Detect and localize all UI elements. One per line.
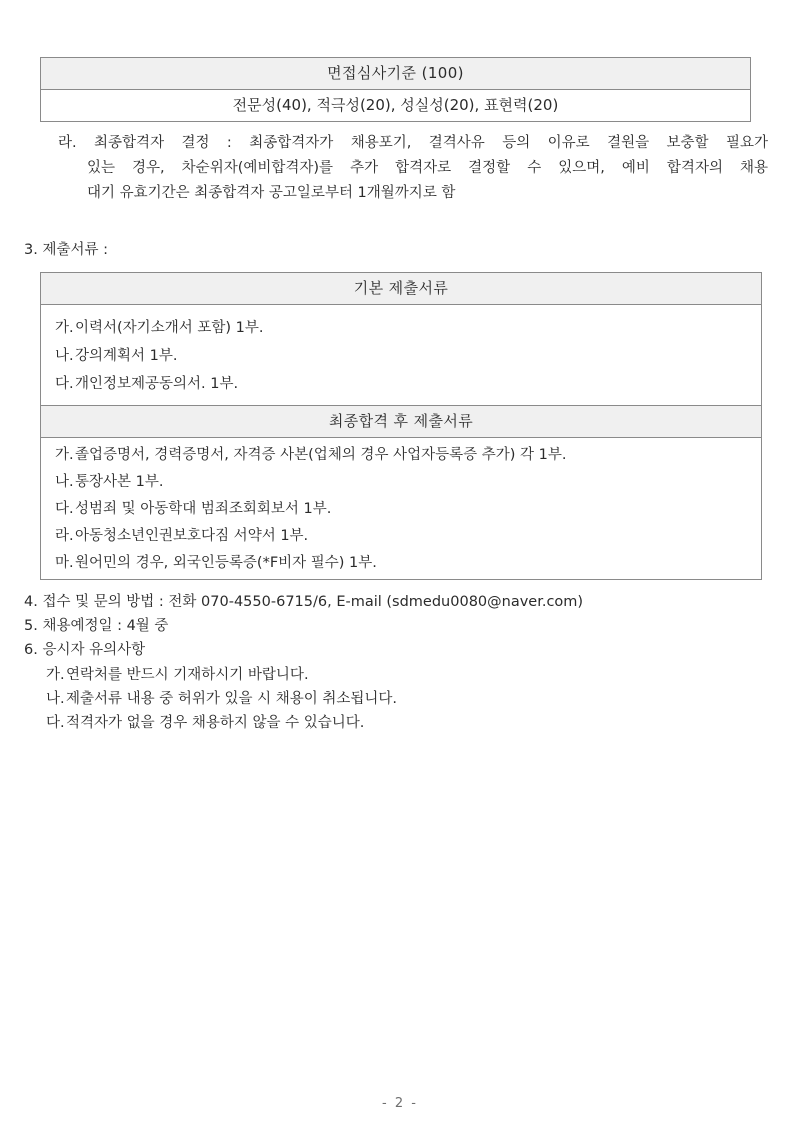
final-documents-list [41,442,761,577]
list-item [41,370,761,398]
section-4-contact: 4. 접수 및 문의 방법 : 전화 070-4550-6715/6, E-mail (sdmedu0080@naver.com) [24,594,584,610]
list-item [41,550,761,577]
list-item-marker: 나. [55,474,74,490]
list-item-text: 이력서(자기소개서 포함) 1부. [75,320,264,336]
list-item-text: 원어민의 경우, 외국인등록증(*F비자 필수) 1부. [75,555,377,571]
table-row [41,58,751,90]
criteria-table-value: 전문성(40), 적극성(20), 성실성(20), 표현력(20) [41,90,751,122]
list-item-marker: 가. [55,320,74,336]
note-text: 제출서류 내용 중 허위가 있을 시 채용이 취소됩니다. [66,691,398,707]
interview-criteria-table [40,57,751,122]
table-row [41,438,762,580]
list-item [41,496,761,523]
basic-documents-header: 기본 제출서류 [41,273,762,305]
note-marker: 다. [46,715,65,731]
note-marker: 나. [46,691,65,707]
list-item-text: 강의계획서 1부. [75,348,178,364]
clause-ra-line-1: 라. 최종합격자 결정 : 최종합격자가 채용포기, 결격사유 등의 이유로 결원을 보충할 필요가 [58,135,768,151]
basic-documents-cell [41,305,762,406]
clause-ra-paragraph [58,131,768,206]
section-5-hiring-date: 5. 채용예정일 : 4월 중 [24,618,169,634]
list-item-text: 개인정보제공동의서. 1부. [75,376,239,392]
list-item [41,469,761,496]
list-item-text: 성범죄 및 아동학대 범죄조회회보서 1부. [75,501,332,517]
list-item-text: 아동청소년인권보호다짐 서약서 1부. [75,528,309,544]
list-item-marker: 라. [55,528,74,544]
table-row [41,305,762,406]
page-number-footer: - 2 - [382,1096,418,1111]
list-item-marker: 나. [55,348,74,364]
section-6-heading: 6. 응시자 유의사항 [24,642,146,658]
list-item-text: 졸업증명서, 경력증명서, 자격증 사본(업체의 경우 사업자등록증 추가) 각 1부. [75,447,567,463]
final-documents-header: 최종합격 후 제출서류 [41,406,762,438]
list-item-marker: 다. [55,501,74,517]
list-item [41,523,761,550]
applicant-note-b [46,687,397,711]
note-text: 적격자가 없을 경우 채용하지 않을 수 있습니다. [66,715,365,731]
table-row [41,273,762,305]
table-row [41,406,762,438]
list-item-marker: 마. [55,555,74,571]
clause-ra-line-2: 있는 경우, 차순위자(예비합격자)를 추가 합격자로 결정할 수 있으며, 예비 합격자의 채용 [87,160,768,176]
clause-ra-line-3: 대기 유효기간은 최종합격자 공고일로부터 1개월까지로 함 [87,185,456,201]
list-item [41,442,761,469]
note-marker: 가. [46,667,65,683]
note-text: 연락처를 반드시 기재하시기 바랍니다. [66,667,309,683]
list-item-marker: 다. [55,376,74,392]
applicant-note-c [46,711,364,735]
section-3-heading: 3. 제출서류 : [24,242,108,258]
list-item [41,342,761,370]
table-row [41,90,751,122]
list-item-marker: 가. [55,447,74,463]
criteria-table-header: 면접심사기준 (100) [41,58,751,90]
applicant-note-a [46,663,309,687]
final-documents-cell [41,438,762,580]
list-item [41,314,761,342]
submission-documents-table [40,272,762,580]
basic-documents-list [41,314,761,398]
list-item-text: 통장사본 1부. [75,474,164,490]
